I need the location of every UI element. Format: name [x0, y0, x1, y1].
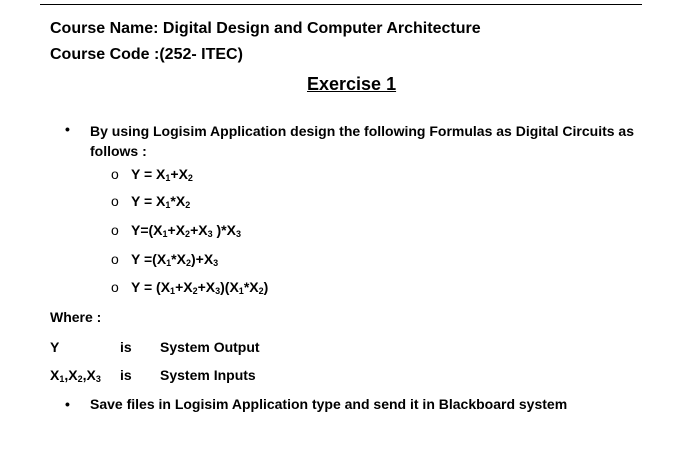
formula-text: $Y=(X_1+X_2+X_3$ )$*X_3$: [131, 222, 241, 239]
instruction-text: By using Logisim Application design the following Formulas as Digital Circuits as follows :: [90, 123, 634, 159]
formula-text: $Y = X_1+X_2$: [131, 166, 193, 183]
definition-is: is: [120, 367, 132, 383]
formula-item-3: [111, 222, 241, 239]
definition-term: $X_1,X_2,X_3$: [50, 367, 101, 384]
course-code: Course Code :(252- ITEC): [50, 46, 243, 63]
bullet-icon: •: [65, 396, 70, 412]
exercise-title: Exercise 1: [307, 74, 397, 94]
circle-bullet-icon: o: [111, 251, 119, 267]
circle-bullet-icon: o: [111, 279, 119, 295]
definition-row-output: [50, 339, 450, 357]
final-note-text: Save files in Logisim Application type and send it in Blackboard system: [90, 396, 568, 412]
circle-bullet-icon: o: [111, 193, 119, 209]
formula-text: $Y =(X_1*X_2)+X_3$: [131, 251, 219, 268]
top-divider: [40, 4, 642, 5]
definition-description: System Output: [160, 339, 260, 355]
definition-row-inputs: [50, 367, 450, 385]
circle-bullet-icon: o: [111, 222, 119, 238]
course-name: Course Name: Digital Design and Computer Architecture: [50, 20, 481, 37]
definition-description: System Inputs: [160, 367, 256, 383]
formula-item-5: [111, 279, 268, 296]
formula-item-4: [111, 251, 218, 268]
formula-item-2: [111, 193, 190, 210]
definition-is: is: [120, 339, 132, 355]
formula-text: $Y = (X_1+X_2+X_3)(X_1*X_2)$: [131, 279, 269, 296]
circle-bullet-icon: o: [111, 166, 119, 182]
definition-term: Y: [50, 339, 60, 355]
where-label: Where :: [50, 309, 102, 325]
formula-item-1: [111, 166, 193, 183]
bullet-icon: •: [65, 121, 70, 137]
formula-text: $Y = X_1*X_2$: [131, 193, 191, 210]
